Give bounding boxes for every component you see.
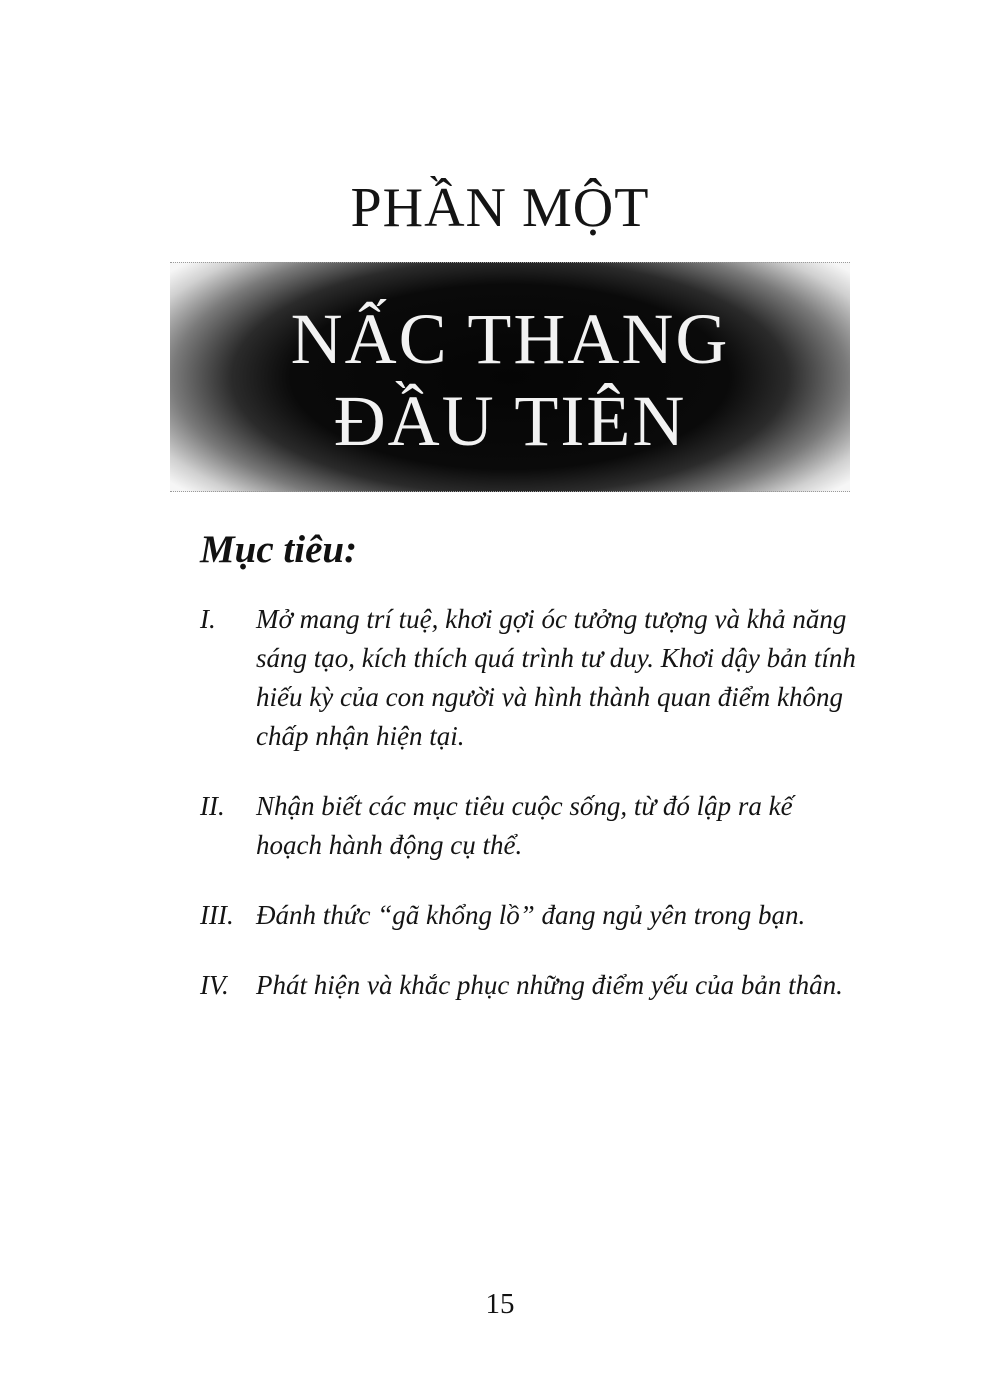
goal-numeral: III. (200, 900, 234, 930)
goal-item (200, 896, 860, 935)
goal-text: Đánh thức “gã khổng lồ” đang ngủ yên trong bạn. (256, 900, 806, 930)
goal-text: Phát hiện và khắc phục những điểm yếu của bản thân. (256, 970, 843, 1000)
chapter-title-line-1: NẤC THANG (290, 299, 730, 379)
chapter-title-line-2: ĐẦU TIÊN (333, 381, 687, 461)
part-label: PHẦN MỘT (350, 177, 650, 239)
goals-list (200, 600, 860, 1005)
goal-text: Nhận biết các mục tiêu cuộc sống, từ đó lập ra kế hoạch hành động cụ thể. (256, 791, 793, 860)
goal-item (200, 600, 860, 756)
goals-heading: Mục tiêu: (200, 528, 358, 571)
goal-item (200, 787, 860, 865)
chapter-title-banner (170, 262, 850, 492)
page-number: 15 (485, 1288, 515, 1320)
goal-numeral: I. (200, 604, 216, 634)
goal-numeral: II. (200, 791, 225, 821)
goal-text: Mở mang trí tuệ, khơi gợi óc tưởng tượng và khả năng sáng tạo, kích thích quá trình tư duy. Khơi dậy bản tính hiếu kỳ của con người và hình thành quan điểm không chấp nhận hiện tại. (256, 604, 856, 751)
goal-numeral: IV. (200, 970, 229, 1000)
goal-item (200, 966, 860, 1005)
